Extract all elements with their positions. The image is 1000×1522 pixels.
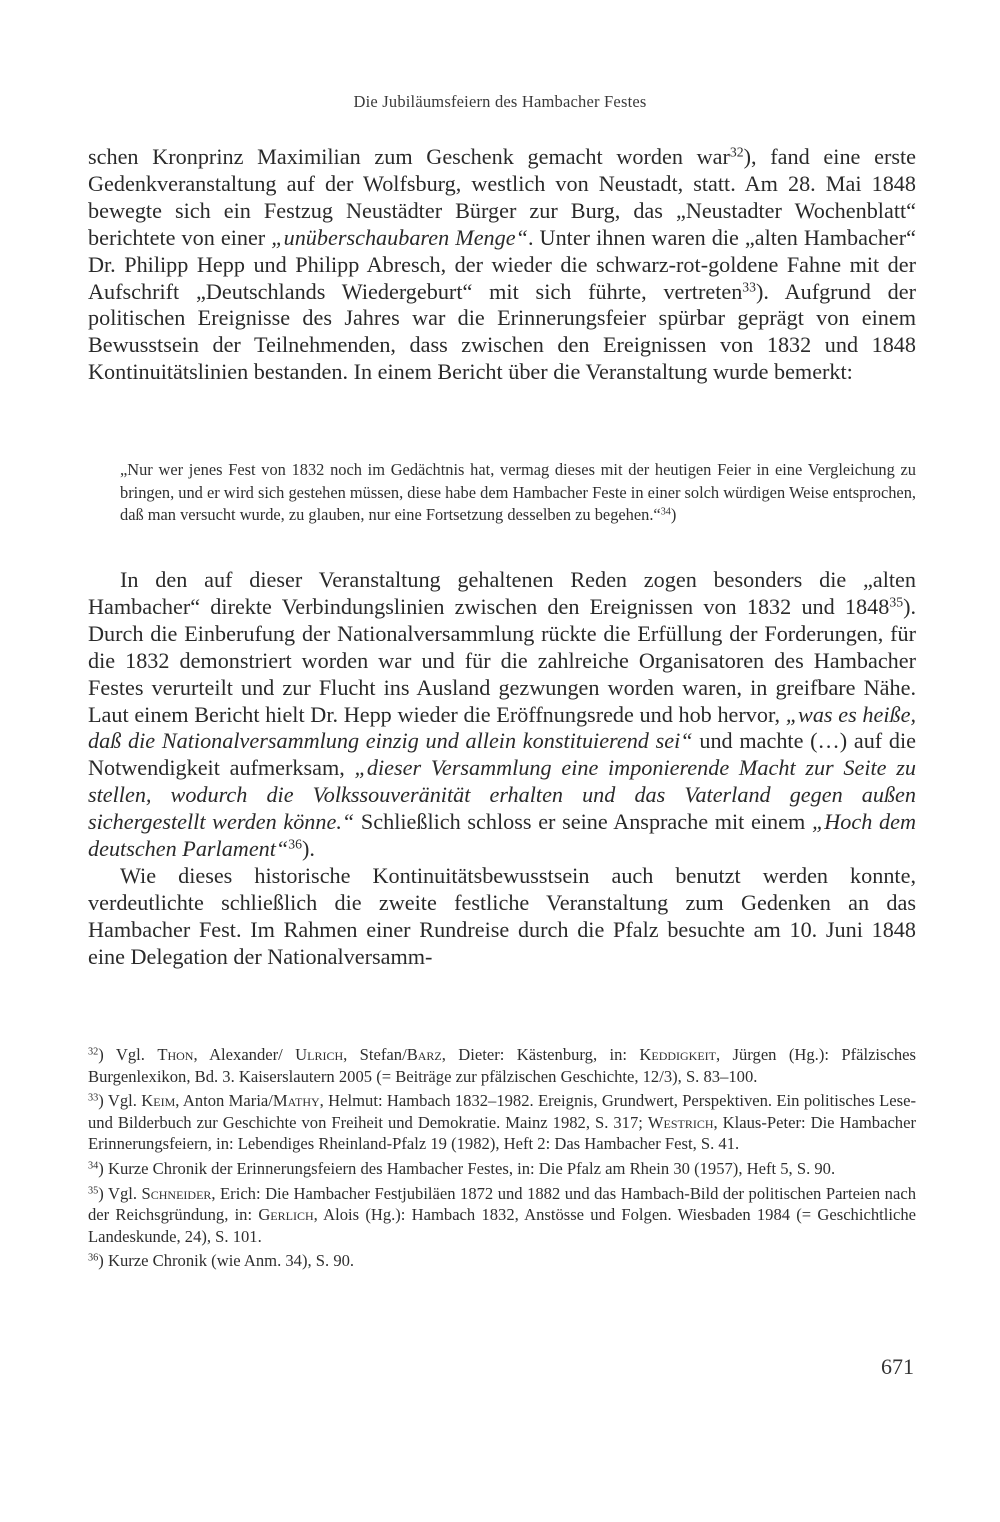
footnotes — [88, 1044, 916, 1275]
text-run: schen Kronprinz Maximilian zum Geschenk gemacht worden war — [88, 144, 730, 169]
block-quote-text — [120, 459, 916, 527]
running-head: Die Jubiläumsfeiern des Hambacher Festes — [353, 92, 647, 111]
page-number: 671 — [881, 1354, 914, 1379]
quote-run: „Nur wer jenes Fest von 1832 noch im Gedächtnis hat, vermag dieses mit der heutigen Feier in eine Vergleichung zu bringen, und er wird sich gestehen müssen, diese habe dem Hambacher Feste in einer solch würdigen Weise entsprochen, daß man versucht wurde, zu glauben, nur eine Fortsetzung desselben zu begehen.“ — [120, 460, 916, 524]
footnote-number: 34 — [88, 1160, 99, 1172]
block-quote — [120, 459, 916, 527]
footnote-number: 32 — [88, 1046, 99, 1058]
text-run: , Jürgen (Hg.): Pfälzisches Burgenlexikon, Bd. 3. Kaiserslautern 2005 (= Beiträge zur pfälzischen Geschichte, 12/3), S. 83–100. — [88, 1045, 916, 1086]
italic-quote: „was es heiße, daß die Nationalversammlung einzig und allein konstituierend sei“ — [88, 701, 916, 754]
text-run: Schließlich schloss er seine Ansprache mit einem — [354, 809, 812, 835]
author-name: Ulrich — [295, 1045, 344, 1064]
text-run: ) Vgl. — [98, 1183, 142, 1203]
text-run: , Helmut: Hambach 1832–1982. Ereignis, Grundwert, Perspektiven. Ein politisches Lese- und Bilderbuch zur Geschichte von Freiheit und Demokratie. Mainz 1982, S. 317; — [88, 1091, 917, 1132]
footnote-number: 36 — [88, 1252, 99, 1264]
footnote-ref-34[interactable]: 34 — [660, 506, 671, 518]
paragraph-1 — [88, 144, 916, 386]
text-run: , Anton Maria/ — [175, 1091, 273, 1111]
paragraph-1-text — [88, 144, 916, 386]
footnote-35 — [88, 1183, 916, 1248]
text-run: ) Kurze Chronik (wie Anm. 34), S. 90. — [98, 1251, 355, 1271]
footnote-number: 35 — [88, 1184, 99, 1196]
author-name: Mathy — [272, 1091, 320, 1111]
italic-quote: „unüberschaubaren Menge“ — [271, 224, 528, 250]
author-name: Keddigkeit — [639, 1045, 717, 1064]
footnote-ref-32[interactable]: 32 — [729, 144, 744, 160]
footnote-ref-33[interactable]: 33 — [742, 278, 757, 294]
footnote-36 — [88, 1250, 916, 1272]
author-name: Thon — [157, 1045, 194, 1064]
author-name: Gerlich — [258, 1205, 314, 1225]
text-run: ) Vgl. — [98, 1045, 158, 1064]
text-run: ), fand eine erste Gedenkveranstaltung auf der Wolfsburg, westlich von Neustadt, statt. Am 28. Mai 1848 bewegte sich ein Festzug Neustädter Bürger zur Burg, das „Neustadter Wochenblatt“ berichtete von einer — [88, 144, 916, 250]
footnote-ref-35[interactable]: 35 — [889, 594, 904, 610]
text-run: ). Durch die Einberufung der Nationalversammlung rückte die Erfüllung der Forderungen, für die 1832 demonstriert worden war und für die zahlreiche Organisatoren des Hambacher Festes verurteilt und zur Flucht ins Ausland gezwungen worden waren, in greifbare Nähe. Laut einem Bericht hielt Dr. Hepp wieder die Eröffnungsrede und hob hervor, — [88, 593, 916, 727]
paragraph-2 — [88, 567, 916, 971]
footnote-32 — [88, 1044, 916, 1087]
text-run: ) Kurze Chronik der Erinnerungsfeiern des Hambacher Festes, in: Die Pfalz am Rhein 30 (1957), Heft 5, S. 90. — [98, 1158, 836, 1178]
text-run: . Unter ihnen waren die „alten Hambacher“ Dr. Philipp Hepp und Philipp Abresch, der wieder die schwarz-rot-goldene Fahne mit der Aufschrift „Deutschlands Wiedergeburt“ mit sich führte, vertreten — [88, 224, 917, 304]
text-run: , Erich: Die Hambacher Festjubiläen 1872 und 1882 und das Hambach-Bild der politischen Parteien nach der Reichsgründung, in: — [88, 1183, 917, 1225]
italic-quote: „dieser Versammlung eine imponierende Macht zur Seite zu stellen, wodurch die Volkssouveränität erhalten und das Vaterland gegen außen sichergestellt werden könne.“ — [88, 755, 916, 835]
text-run: ) Vgl. — [98, 1091, 142, 1111]
footnote-33 — [88, 1090, 916, 1155]
paragraph-3-text: Wie dieses historische Kontinuitätsbewusstsein auch benutzt werden konnte, verdeutlichte schließlich die zweite festliche Veranstaltung zum Gedenken an das Hambacher Fest. Im Rahmen einer Rundreise durch die Pfalz besuchte am 10. Juni 1848 eine Delegation der Nationalversamm- — [88, 862, 916, 969]
text-run: , Alexander/ — [193, 1045, 296, 1064]
text-run: und machte (…) auf die Notwendigkeit aufmerksam, — [88, 728, 917, 781]
text-run: , Dieter: Kästenburg, in: — [441, 1045, 640, 1064]
text-run: ). — [302, 836, 315, 862]
author-name: Schneider — [141, 1183, 212, 1203]
text-run: , Alois (Hg.): Hambach 1832, Anstösse und Folgen. Wiesbaden 1984 (= Geschichtliche Landeskunde, 24), S. 101. — [88, 1205, 916, 1246]
text-run: , Stefan/ — [343, 1045, 407, 1064]
text-run: In den auf dieser Veranstaltung gehaltenen Reden zogen besonders die „alten Hambacher“ direkte Verbindungslinien zwischen den Ereignissen von 1832 und 1848 — [88, 567, 916, 619]
paragraph-2-text — [88, 567, 916, 863]
footnote-number: 33 — [88, 1092, 99, 1104]
text-run: , Klaus-Peter: Die Hambacher Erinnerungsfeiern, in: Lebendiges Rheinland-Pfalz 19 (1982), Heft 2: Das Hambacher Fest, S. 41. — [88, 1112, 916, 1154]
author-name: Keim — [141, 1091, 176, 1111]
author-name: Westrich — [647, 1112, 714, 1132]
footnote-ref-36[interactable]: 36 — [288, 836, 303, 852]
footnote-34 — [88, 1158, 916, 1180]
italic-quote: „Hoch dem deutschen Parlament“ — [88, 809, 916, 862]
text-run: ) — [670, 505, 677, 524]
author-name: Barz — [406, 1045, 442, 1064]
text-run: ). Aufgrund der politischen Ereignisse des Jahres war die Erinnerungsfeier spürbar geprägt von einem Bewusstsein der Teilnehmenden, dass zwischen den Ereignissen von 1832 und 1848 Kontinuitätslinien bestanden. In einem Bericht über die Veranstaltung wurde bemerkt: — [88, 278, 916, 385]
